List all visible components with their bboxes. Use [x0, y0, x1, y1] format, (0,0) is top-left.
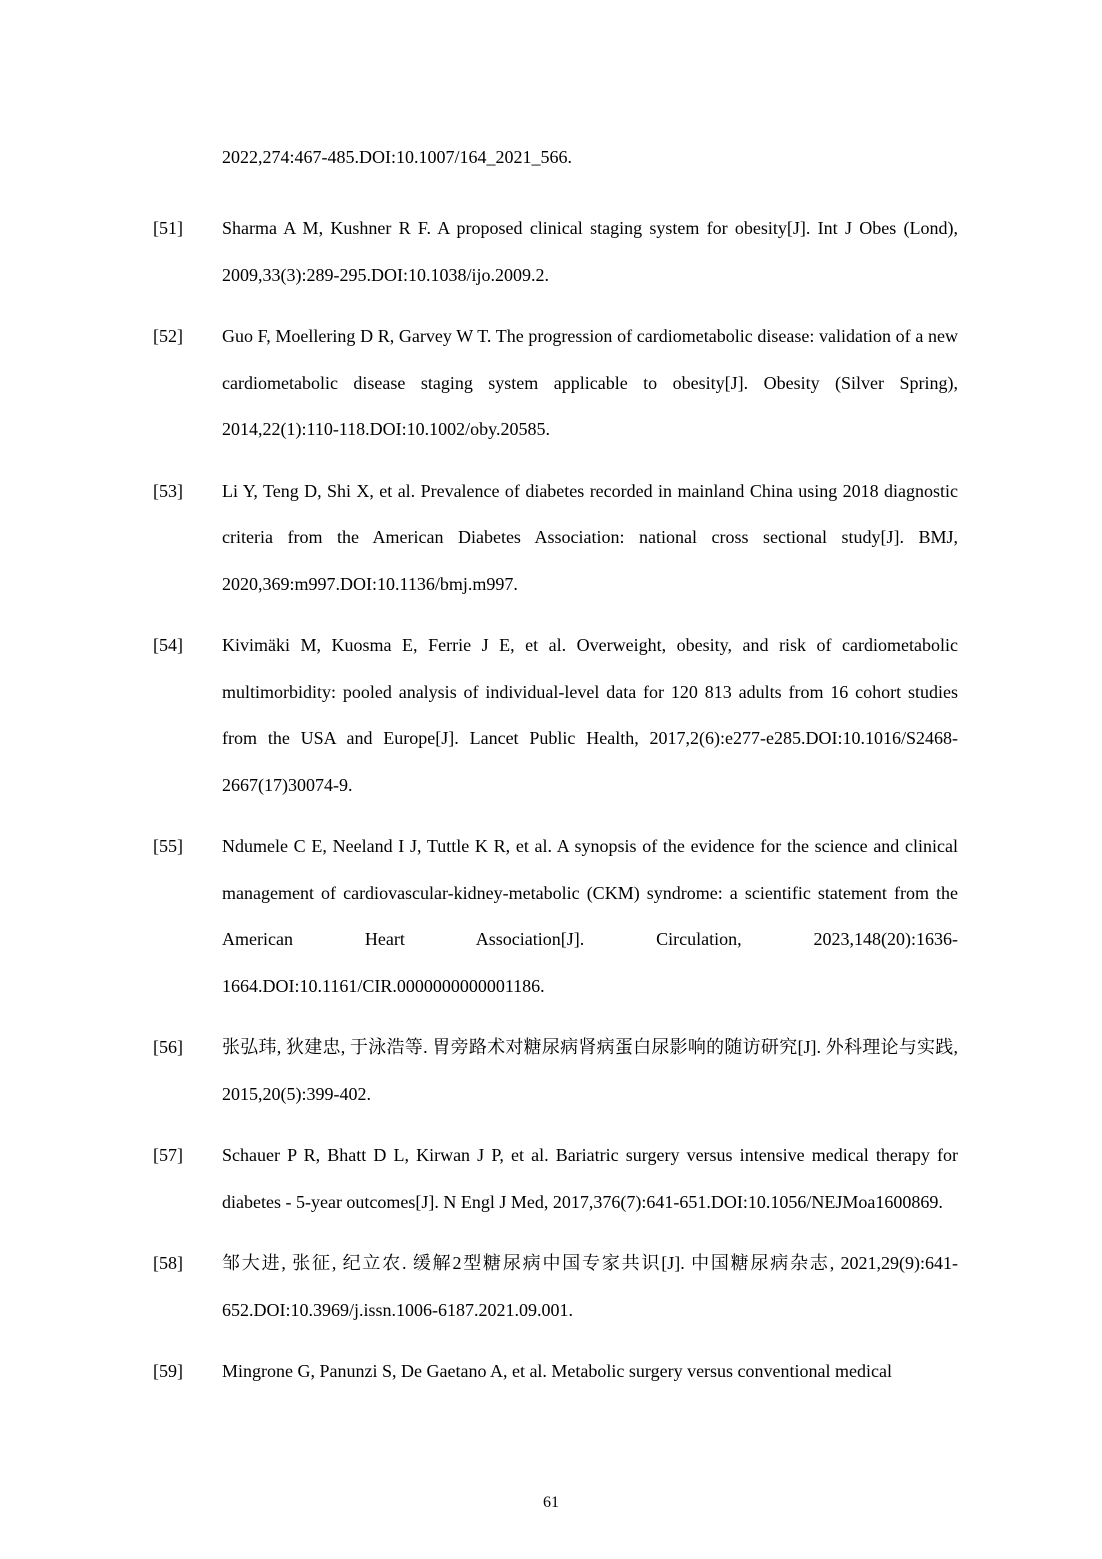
reference-item	[153, 313, 958, 453]
reference-text: Ndumele C E, Neeland I J, Tuttle K R, et al. A synopsis of the evidence for the science and clinical management of cardiovascular-kidney-metabolic (CKM) syndrome: a scientific statement from the American Heart Association[J]. Circulation, 2023,148(20):1636-1664.DOI:10.1161/CIR.0000000000001186.	[222, 836, 958, 996]
reference-number: [56]	[153, 1037, 183, 1057]
page-number: 61	[543, 1494, 559, 1511]
reference-number: [54]	[153, 635, 183, 655]
reference-continuation: 2022,274:467-485.DOI:10.1007/164_2021_566.	[222, 147, 572, 167]
reference-number: [58]	[153, 1253, 183, 1273]
reference-text: Mingrone G, Panunzi S, De Gaetano A, et al. Metabolic surgery versus conventional medical	[222, 1361, 892, 1381]
reference-number: [52]	[153, 326, 183, 346]
reference-text: Li Y, Teng D, Shi X, et al. Prevalence of diabetes recorded in mainland China using 2018 diagnostic criteria from the American Diabetes Association: national cross sectional study[J]. BMJ, 2020,369:m997.DOI:10.1136/bmj.m997.	[222, 480, 958, 594]
reference-list	[153, 205, 958, 1410]
reference-text: 邹大进, 张征, 纪立农. 缓解2型糖尿病中国专家共识[J]. 中国糖尿病杂志, 2021,29(9):641-652.DOI:10.3969/j.issn.1006-6187.2021.09.001.	[222, 1253, 958, 1320]
reference-number: [57]	[153, 1145, 183, 1165]
reference-text: Sharma A M, Kushner R F. A proposed clinical staging system for obesity[J]. Int J Obes (Lond), 2009,33(3):289-295.DOI:10.1038/ijo.2009.2.	[222, 218, 958, 285]
reference-item	[153, 1024, 958, 1117]
reference-number: [53]	[153, 480, 183, 501]
reference-number: [59]	[153, 1361, 183, 1381]
reference-item	[153, 1348, 958, 1395]
reference-item	[153, 1132, 958, 1225]
reference-number: [55]	[153, 836, 183, 856]
reference-item	[153, 622, 958, 808]
reference-item	[153, 205, 958, 298]
reference-text: Guo F, Moellering D R, Garvey W T. The progression of cardiometabolic disease: validation of a new cardiometabolic disease staging system applicable to obesity[J]. Obesity (Silver Spring), 2014,22(1):110-118.DOI:10.1002/oby.20585.	[222, 326, 958, 439]
reference-item	[153, 1240, 958, 1333]
reference-text: Kivimäki M, Kuosma E, Ferrie J E, et al. Overweight, obesity, and risk of cardiometabolic multimorbidity: pooled analysis of individual-level data for 120 813 adults from 16 cohort studies from the USA and Europe[J]. Lancet Public Health, 2017,2(6):e277-e285.DOI:10.1016/S2468-2667(17)30074-9.	[222, 635, 958, 795]
reference-text: 张弘玮, 狄建忠, 于泳浩等. 胃旁路术对糖尿病肾病蛋白尿影响的随访研究[J]. 外科理论与实践, 2015,20(5):399-402.	[222, 1037, 958, 1104]
reference-number: [51]	[153, 218, 183, 238]
reference-text: Schauer P R, Bhatt D L, Kirwan J P, et al. Bariatric surgery versus intensive medical therapy for diabetes - 5-year outcomes[J]. N Engl J Med, 2017,376(7):641-651.DOI:10.1056/NEJMoa1600869.	[222, 1145, 958, 1212]
reference-item	[153, 823, 958, 1009]
reference-item	[153, 468, 958, 608]
